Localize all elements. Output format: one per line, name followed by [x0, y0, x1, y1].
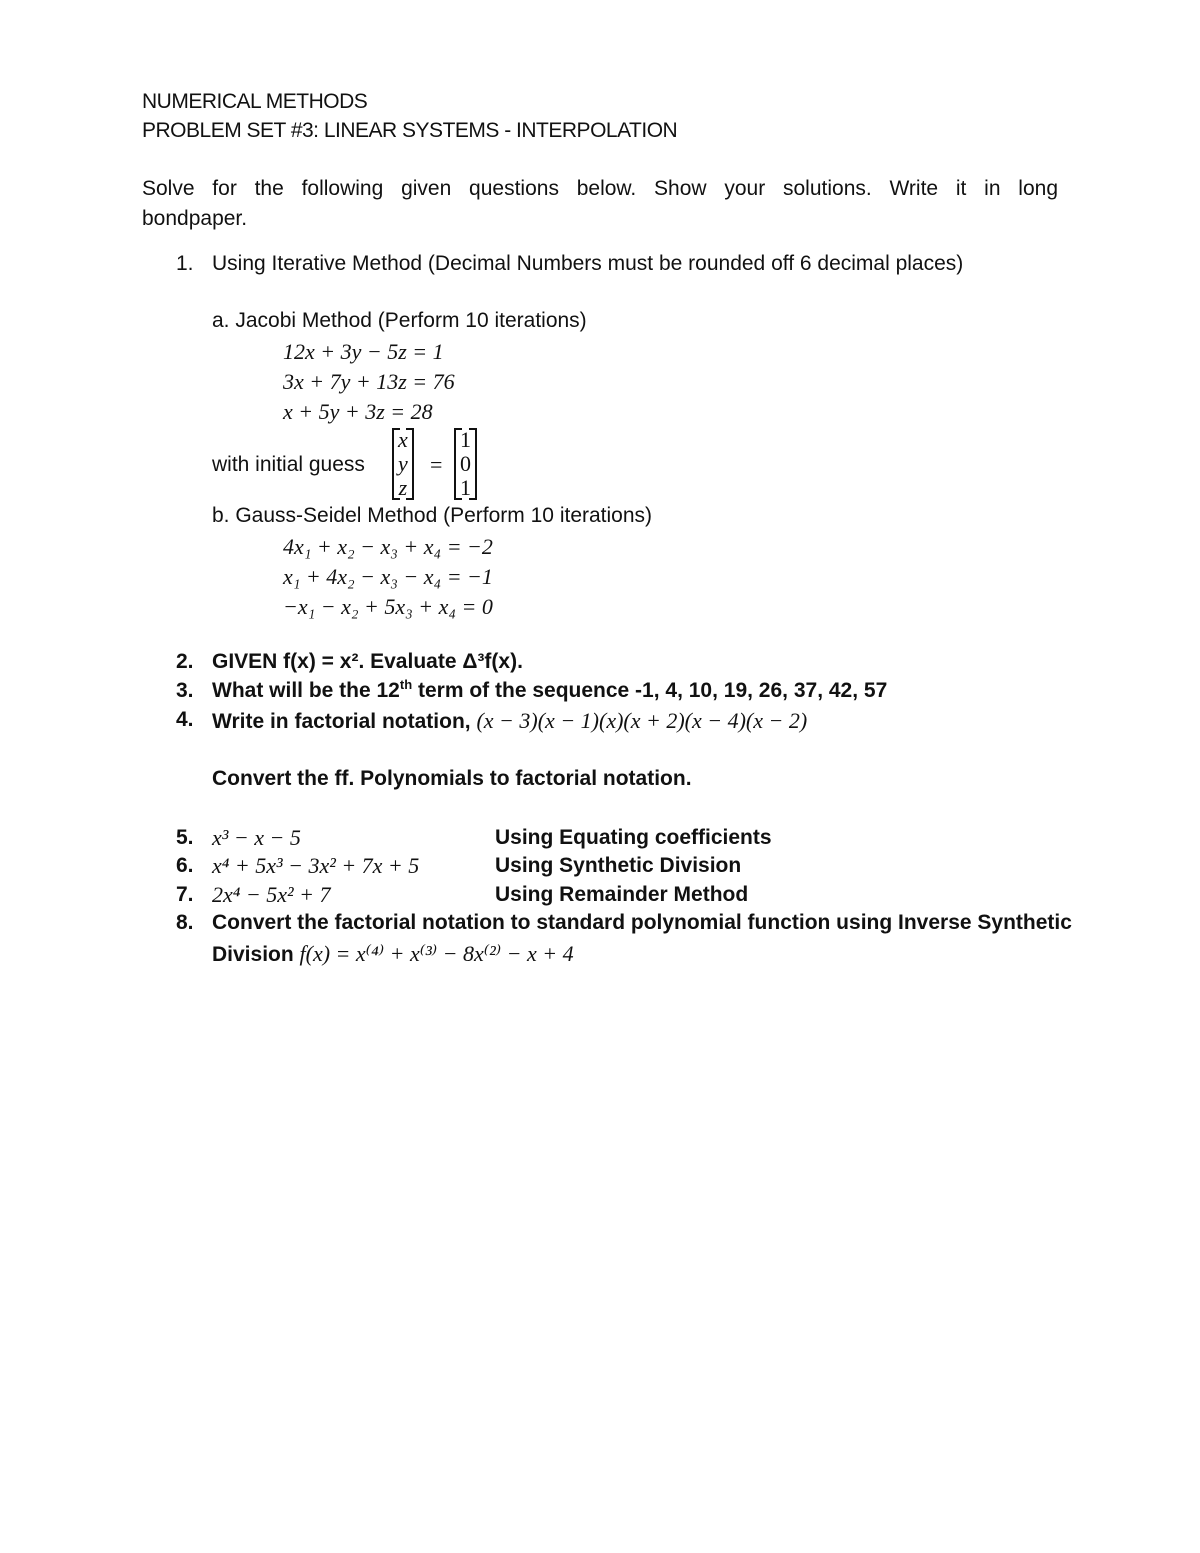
q8-line-2: Division f(x) = x⁽⁴⁾ + x⁽³⁾ − 8x⁽²⁾ − x + 4 [212, 941, 574, 966]
intro-line-1: Solve for the following given questions below. Show your solutions. Write it in long [142, 177, 1058, 200]
q7-method: Using Remainder Method [495, 883, 749, 906]
q7-expression: 2x⁴ − 5x² + 7 [212, 882, 331, 907]
q8-line-1: Convert the factorial notation to standard polynomial function using Inverse Synthetic [212, 911, 1072, 934]
guess-val-1: 1 [460, 427, 471, 452]
q2-text: GIVEN f(x) = x². Evaluate Δ³f(x). [212, 650, 523, 673]
guess-val-3: 1 [460, 475, 471, 500]
guess-var-y: y [398, 451, 408, 476]
q5-expression: x³ − x − 5 [212, 825, 301, 850]
q4-text: Write in factorial notation, (x − 3)(x − 1)(x)(x + 2)(x − 4)(x − 2) [212, 708, 808, 733]
convert-heading: Convert the ff. Polynomials to factorial notation. [212, 767, 692, 790]
q5-method: Using Equating coefficients [495, 826, 772, 849]
document-subtitle: PROBLEM SET #3: LINEAR SYSTEMS - INTERPOLATION [142, 119, 678, 142]
guess-equals: = [430, 452, 443, 477]
gauss-seidel-equation-1: 4x₁ + x₂ − x₃ + x₄ = −2 [283, 534, 493, 559]
q6-method: Using Synthetic Division [495, 854, 742, 877]
q1-number: 1. [176, 252, 194, 275]
q7-number: 7. [176, 883, 194, 906]
q5-number: 5. [176, 826, 194, 849]
jacobi-equation-3: x + 5y + 3z = 28 [283, 399, 433, 424]
guess-var-z: z [398, 475, 408, 500]
guess-val-2: 0 [460, 451, 471, 476]
jacobi-equation-1: 12x + 3y − 5z = 1 [283, 339, 444, 364]
intro-line-2: bondpaper. [142, 207, 248, 230]
q4-number: 4. [176, 708, 194, 731]
guess-var-x: x [398, 427, 408, 452]
gauss-seidel-equation-3: −x₁ − x₂ + 5x₃ + x₄ = 0 [283, 594, 493, 619]
jacobi-equation-2: 3x + 7y + 13z = 76 [283, 369, 455, 394]
q8-expression: f(x) = x⁽⁴⁾ + x⁽³⁾ − 8x⁽²⁾ − x + 4 [299, 941, 574, 966]
q3-superscript: th [399, 677, 413, 692]
jacobi-label: a. Jacobi Method (Perform 10 iterations) [212, 309, 587, 332]
q3-text: What will be the 12th term of the sequence -1, 4, 10, 19, 26, 37, 42, 57 [212, 677, 888, 702]
q6-expression: x⁴ + 5x³ − 3x² + 7x + 5 [212, 853, 420, 878]
q3-number: 3. [176, 679, 194, 702]
initial-guess-label: with initial guess [212, 453, 365, 476]
q2-number: 2. [176, 650, 194, 673]
guess-variable-matrix [392, 428, 414, 500]
document-title: NUMERICAL METHODS [142, 90, 368, 113]
gauss-seidel-label: b. Gauss-Seidel Method (Perform 10 iterations) [212, 504, 653, 527]
gauss-seidel-equation-2: x₁ + 4x₂ − x₃ − x₄ = −1 [283, 564, 493, 589]
guess-value-matrix [454, 428, 477, 500]
q1-text: Using Iterative Method (Decimal Numbers must be rounded off 6 decimal places) [212, 252, 964, 275]
q6-number: 6. [176, 854, 194, 877]
q4-expression: (x − 3)(x − 1)(x)(x + 2)(x − 4)(x − 2) [476, 708, 808, 733]
q8-number: 8. [176, 911, 194, 934]
